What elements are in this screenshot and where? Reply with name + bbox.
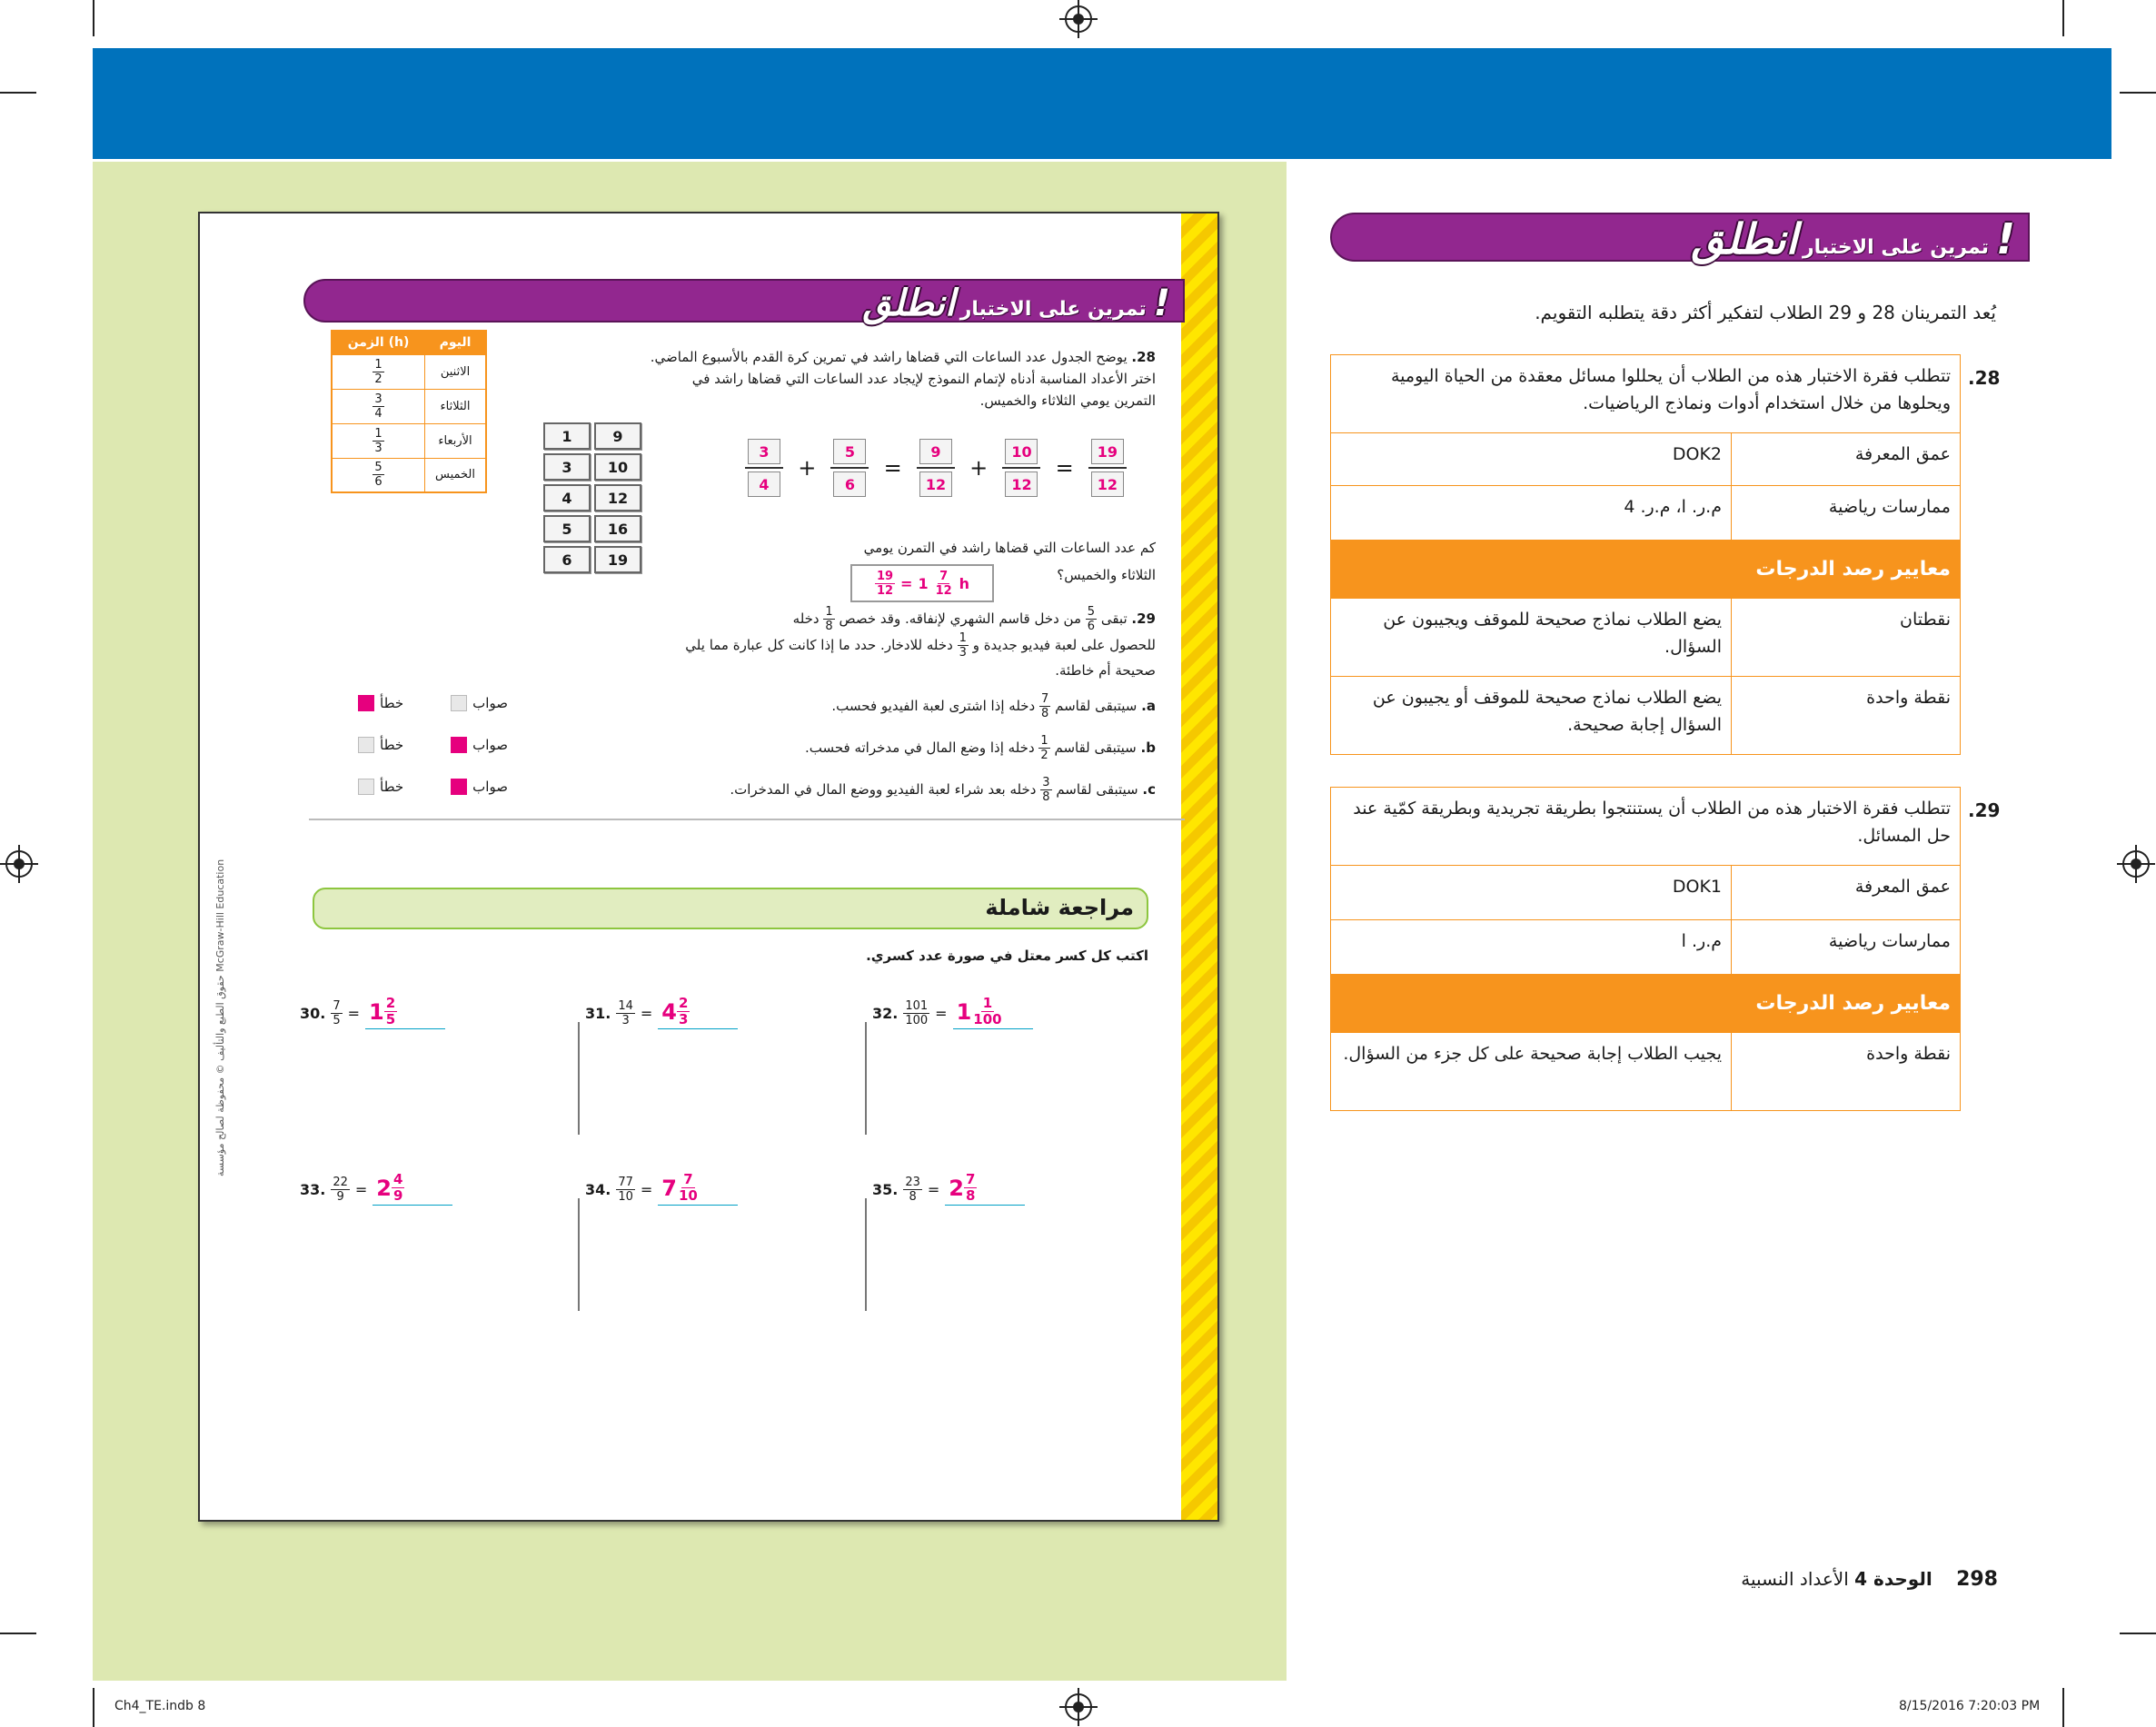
work-area-divider bbox=[865, 1022, 867, 1135]
banner-logo-text: انطلق! bbox=[1691, 214, 2015, 263]
copyright-note: حقوق الطبع والتأليف © محفوظة لصالح مؤسسة McGraw-Hill Education bbox=[214, 859, 226, 1176]
day-cell: الأربعاء bbox=[425, 423, 486, 458]
exercise-35: 35. $\frac{23}{8}$ = 2 $\frac{7}{8}$ bbox=[872, 1173, 1025, 1206]
banner-title bbox=[1692, 214, 2016, 263]
work-area-divider bbox=[578, 1022, 580, 1135]
unit-label: الوحدة 4 bbox=[1854, 1568, 1932, 1590]
dok-value: DOK2 bbox=[1331, 433, 1732, 486]
false-checkbox[interactable] bbox=[358, 737, 374, 753]
number-tile[interactable]: 6 bbox=[543, 546, 591, 573]
number-tile[interactable]: 10 bbox=[594, 453, 641, 481]
rubric-table-29 bbox=[1330, 787, 1961, 1111]
rubric-heading: معايير رصد الدرجات bbox=[1331, 975, 1961, 1033]
operator: + bbox=[969, 455, 989, 481]
table-row: $\frac{1}{3}$ الأربعاء bbox=[332, 423, 486, 458]
table-row bbox=[1331, 599, 1961, 677]
answer-line[interactable]: 2 $\frac{7}{8}$ bbox=[945, 1173, 1025, 1206]
number-tile[interactable]: 1 bbox=[543, 422, 591, 450]
q29-item-c: c. سيتبقى لقاسم $\frac{3}{8}$ دخله بعد شراء لعبة الفيديو ووضع المال في المدخرات. bbox=[730, 776, 1156, 804]
registration-mark-icon bbox=[5, 850, 33, 878]
true-checkbox[interactable] bbox=[451, 695, 467, 711]
crop-mark bbox=[2062, 1688, 2064, 1727]
score-description: يضع الطلاب نماذج صحيحة للموقف ويجيبون عن السؤال. bbox=[1331, 599, 1732, 677]
exercise-32: 32. $\frac{101}{100}$ = 1 $\frac{1}{100}$ bbox=[872, 997, 1033, 1029]
q28-answer-box[interactable]: $\frac{19}{12}$ = 1 $\frac{7}{12}$ h bbox=[850, 564, 994, 602]
teacher-intro: يُعد التمرينان 28 و 29 الطلاب لتفكير أكثر دقة يتطلبه التقويم. bbox=[1535, 302, 1996, 323]
answer-line[interactable]: 4 $\frac{2}{3}$ bbox=[658, 997, 738, 1029]
day-cell: الاثنين bbox=[425, 354, 486, 389]
teacher-test-practice-banner bbox=[1330, 213, 2030, 262]
true-checkbox[interactable] bbox=[451, 779, 467, 795]
day-cell: الخميس bbox=[425, 458, 486, 492]
dok-label: عمق المعرفة bbox=[1732, 433, 1961, 486]
fraction-equation bbox=[745, 437, 1127, 499]
day-cell: الثلاثاء bbox=[425, 389, 486, 423]
registration-mark-icon bbox=[1065, 5, 1092, 33]
table-row bbox=[1331, 486, 1961, 541]
practices-label: ممارسات رياضية bbox=[1732, 920, 1961, 975]
hours-table bbox=[331, 330, 487, 493]
practices-label: ممارسات رياضية bbox=[1732, 486, 1961, 541]
q29-item-a: a. سيتبقى لقاسم $\frac{7}{8}$ دخله إذا اشترى لعبة الفيديو فحسب. bbox=[831, 692, 1156, 720]
score-description: يجيب الطلاب إجابة صحيحة على كل جزء من السؤال. bbox=[1331, 1033, 1732, 1111]
crop-mark bbox=[0, 1633, 36, 1634]
table-row bbox=[1331, 677, 1961, 755]
true-false-c: صواب خطأ bbox=[358, 779, 508, 795]
registration-mark-icon bbox=[1065, 1693, 1092, 1721]
answer-line[interactable]: 7 $\frac{7}{10}$ bbox=[658, 1173, 738, 1206]
number-tile[interactable]: 9 bbox=[594, 422, 641, 450]
true-false-a: صواب خطأ bbox=[358, 695, 508, 711]
answer-box[interactable]: 6 bbox=[833, 471, 866, 497]
q28-question: كم عدد الساعات التي قضاها راشد في التمرن يومي الثلاثاء والخميس؟ bbox=[863, 540, 1156, 583]
q28-text: 28. يوضح الجدول عدد الساعات التي قضاها راشد في تمرين كرة القدم بالأسبوع الماضي. اختر الأعداد المناسبة أدناه لإتمام النموذج لإيجاد عدد الساعات التي قضاها راشد في التمرين يومي الثلاثاء والخميس. bbox=[650, 349, 1156, 409]
true-checkbox[interactable] bbox=[451, 737, 467, 753]
banner-subtitle: تمرين على الاختبار bbox=[1803, 236, 1990, 259]
number-tile[interactable]: 3 bbox=[543, 453, 591, 481]
page-edge-stripe bbox=[1181, 213, 1217, 1520]
answer-box[interactable]: 12 bbox=[1091, 471, 1124, 497]
answer-box[interactable]: 12 bbox=[919, 471, 952, 497]
operator: = bbox=[1055, 455, 1074, 481]
false-checkbox[interactable] bbox=[358, 695, 374, 711]
dok-label: عمق المعرفة bbox=[1732, 866, 1961, 920]
item-number-28: .28 bbox=[1968, 367, 2001, 389]
number-tile[interactable]: 5 bbox=[543, 515, 591, 542]
table-row bbox=[1331, 433, 1961, 486]
number-tile[interactable]: 16 bbox=[594, 515, 641, 542]
number-tile[interactable]: 19 bbox=[594, 546, 641, 573]
crop-mark bbox=[93, 0, 94, 36]
crop-mark bbox=[2062, 0, 2064, 36]
header-band bbox=[93, 48, 2111, 159]
table-row bbox=[1331, 920, 1961, 975]
exercise-33: 33. $\frac{22}{9}$ = 2 $\frac{4}{9}$ bbox=[300, 1173, 452, 1206]
item-number-29: .29 bbox=[1968, 799, 2001, 821]
answer-box[interactable]: 19 bbox=[1091, 439, 1124, 464]
registration-mark-icon bbox=[2122, 850, 2150, 878]
student-page bbox=[198, 212, 1219, 1522]
table-row bbox=[1331, 1033, 1961, 1111]
true-false-b: صواب خطأ bbox=[358, 737, 508, 753]
answer-box[interactable]: 12 bbox=[1005, 471, 1038, 497]
date-slug: 8/15/2016 7:20:03 PM bbox=[1899, 1699, 2041, 1713]
banner-title bbox=[862, 283, 1170, 324]
page-number: 298 bbox=[1956, 1568, 1998, 1591]
score-label: نقطة واحدة bbox=[1732, 1033, 1961, 1111]
answer-box[interactable]: 10 bbox=[1005, 439, 1038, 464]
review-banner bbox=[313, 888, 1148, 929]
table-row: $\frac{5}{6}$ الخميس bbox=[332, 458, 486, 492]
answer-box[interactable]: 5 bbox=[833, 439, 866, 464]
number-tile[interactable]: 4 bbox=[543, 484, 591, 511]
crop-mark bbox=[0, 92, 36, 94]
section-divider bbox=[309, 819, 1185, 820]
exercise-34: 34. $\frac{77}{10}$ = 7 $\frac{7}{10}$ bbox=[585, 1173, 738, 1206]
review-instruction: اكتب كل كسر معتل في صورة عدد كسري. bbox=[866, 948, 1148, 964]
answer-line[interactable]: 2 $\frac{4}{9}$ bbox=[373, 1173, 452, 1206]
answer-line[interactable]: 1 $\frac{1}{100}$ bbox=[953, 997, 1033, 1029]
number-tiles bbox=[543, 422, 641, 573]
item-description: تتطلب فقرة الاختبار هذه من الطلاب أن يحللوا مسائل معقدة من الحياة اليومية ويحلوها من خلال استخدام أدوات ونماذج الرياضيات. bbox=[1331, 355, 1961, 433]
answer-box[interactable]: 3 bbox=[748, 439, 780, 464]
answer-box[interactable]: 9 bbox=[919, 439, 952, 464]
banner-subtitle: تمرين على الاختبار bbox=[959, 298, 1147, 321]
practices-value: م.ر. ا bbox=[1331, 920, 1732, 975]
answer-line[interactable]: 1 $\frac{2}{5}$ bbox=[365, 997, 445, 1029]
dok-value: DOK1 bbox=[1331, 866, 1732, 920]
unit-title: الأعداد النسبية bbox=[1741, 1568, 1849, 1590]
answer-box[interactable]: 4 bbox=[748, 471, 780, 497]
work-area-divider bbox=[865, 1198, 867, 1311]
table-row bbox=[1331, 866, 1961, 920]
review-title: مراجعة شاملة bbox=[985, 895, 1134, 920]
number-tile[interactable]: 12 bbox=[594, 484, 641, 511]
score-label: نقطة واحدة bbox=[1732, 677, 1961, 755]
banner-logo-text: انطلق! bbox=[862, 283, 1170, 324]
exercise-31: 31. $\frac{14}{3}$ = 4 $\frac{2}{3}$ bbox=[585, 997, 738, 1029]
item-description: تتطلب فقرة الاختبار هذه من الطلاب أن يستنتجوا بطريقة تجريدية وبطريقة كمّية عند حل المسائل. bbox=[1331, 788, 1961, 866]
score-description: يضع الطلاب نماذج صحيحة للموقف أو يجيبون عن السؤال إجابة صحيحة. bbox=[1331, 677, 1732, 755]
operator: + bbox=[798, 455, 817, 481]
table-header-time: الزمن (h) bbox=[332, 331, 425, 354]
practices-value: م.ر. ا، م.ر. 4 bbox=[1331, 486, 1732, 541]
q29-item-b: b. سيتبقى لقاسم $\frac{1}{2}$ دخله إذا وضع المال في مدخراته فحسب. bbox=[804, 734, 1156, 762]
test-practice-banner bbox=[303, 279, 1185, 323]
exercise-30: 30. $\frac{7}{5}$ = 1 $\frac{2}{5}$ bbox=[300, 997, 445, 1029]
crop-mark bbox=[2120, 92, 2156, 94]
work-area-divider bbox=[578, 1198, 580, 1311]
crop-mark bbox=[2120, 1633, 2156, 1634]
table-row: $\frac{1}{2}$ الاثنين bbox=[332, 354, 486, 389]
false-checkbox[interactable] bbox=[358, 779, 374, 795]
q29-text: 29. تبقى $\frac{5}{6}$ من دخل قاسم الشهري لإنفاقه. وقد خصص $\frac{1}{8}$ دخله للحصول على لعبة فيديو جديدة و $\frac{1}{3}$ دخله للادخار. حدد ما إذا كانت كل عبارة مما يلي صحيحة أم خاطئة. bbox=[685, 605, 1156, 679]
rubric-table-28 bbox=[1330, 354, 1961, 755]
file-slug: Ch4_TE.indb 8 bbox=[114, 1699, 206, 1713]
page-footer bbox=[1741, 1568, 1998, 1591]
table-row: $\frac{3}{4}$ الثلاثاء bbox=[332, 389, 486, 423]
rubric-heading: معايير رصد الدرجات bbox=[1331, 541, 1961, 599]
table-header-day: اليوم bbox=[425, 331, 486, 354]
crop-mark bbox=[93, 1688, 94, 1727]
operator: = bbox=[883, 455, 902, 481]
score-label: نقطتان bbox=[1732, 599, 1961, 677]
